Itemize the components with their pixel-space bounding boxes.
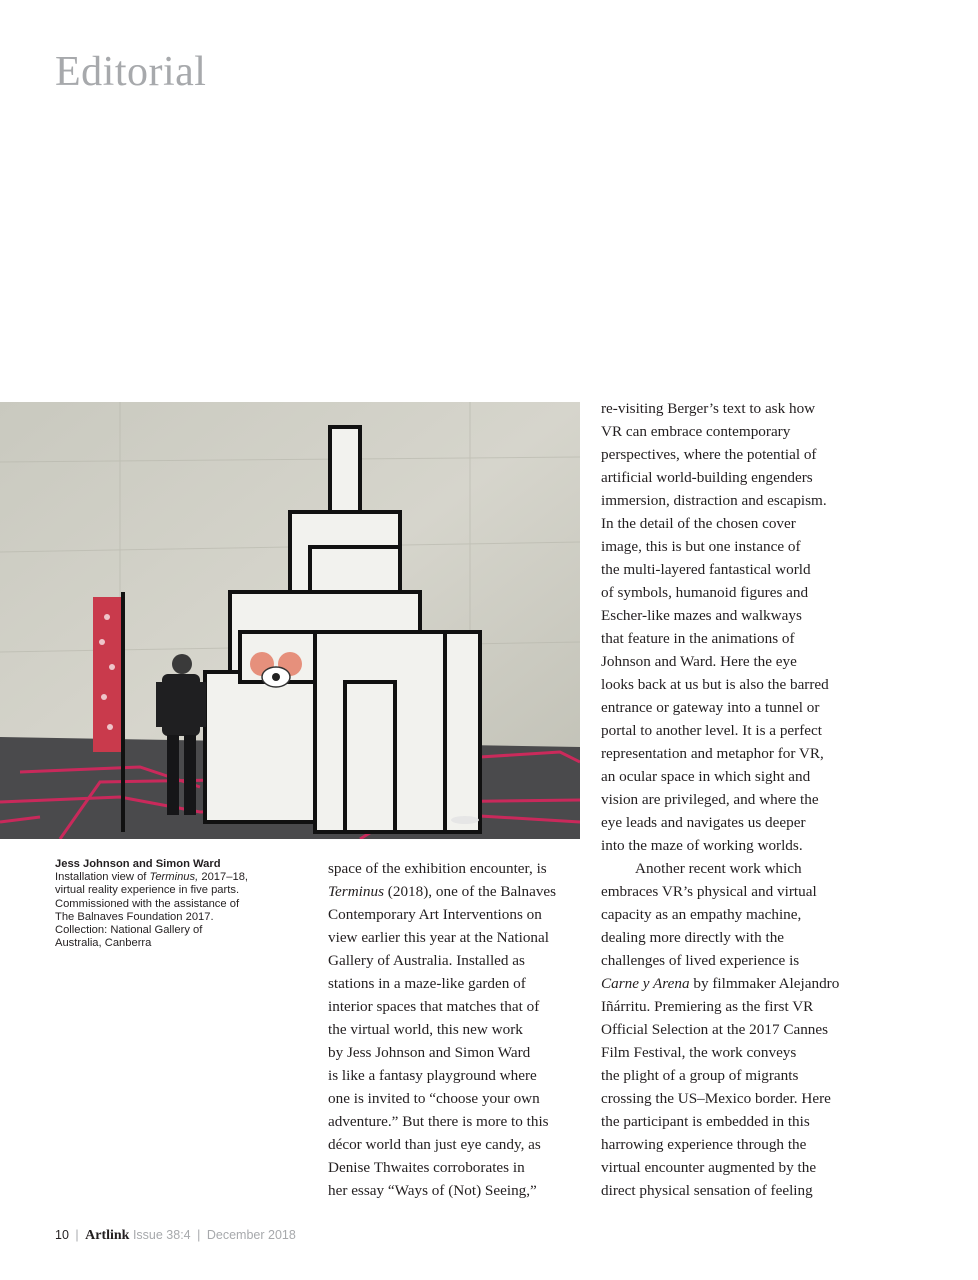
- footer-separator: |: [197, 1228, 201, 1242]
- text-line: adventure.” But there is more to this: [328, 1113, 549, 1130]
- magazine-name: Artlink: [85, 1228, 130, 1243]
- text-line: capacity as an empathy machine,: [601, 906, 802, 923]
- text-line: décor world than just eye candy, as: [328, 1136, 541, 1153]
- section-title: Editorial: [55, 49, 207, 95]
- text-line: an ocular space in which sight and: [601, 768, 811, 785]
- text-line: the participant is embedded in this: [601, 1113, 810, 1130]
- caption-line: The Balnaves Foundation 2017.: [55, 910, 214, 923]
- text-line: portal to another level. It is a perfect: [601, 722, 822, 739]
- text-line: vision are privileged, and where the: [601, 791, 819, 808]
- paragraph-start-line: Another recent work which: [635, 860, 802, 877]
- text-line: of symbols, humanoid figures and: [601, 584, 809, 601]
- caption-line: Installation view of Terminus, 2017–18,: [55, 871, 249, 884]
- text-line: harrowing experience through the: [601, 1136, 807, 1153]
- text-line: the multi-layered fantastical world: [601, 561, 811, 578]
- text-line: In the detail of the chosen cover: [601, 515, 796, 532]
- text-line: interior spaces that matches that of: [328, 998, 540, 1015]
- text-line: Escher-like mazes and walkways: [601, 607, 802, 624]
- footer-separator: |: [75, 1228, 79, 1242]
- text-line: Contemporary Art Interventions on: [328, 906, 542, 923]
- text-line: immersion, distraction and escapism.: [601, 492, 827, 509]
- text-line: Gallery of Australia. Installed as: [328, 952, 525, 969]
- middle-column: [328, 857, 556, 1202]
- photo-caption: [55, 858, 260, 950]
- caption-line: Australia, Canberra: [55, 937, 152, 950]
- text-line: her essay “Ways of (Not) Seeing,”: [328, 1182, 537, 1199]
- text-line: Film Festival, the work conveys: [601, 1044, 797, 1061]
- text-line: eye leads and navigates us deeper: [601, 814, 806, 831]
- text-line: the plight of a group of migrants: [601, 1067, 799, 1084]
- installation-photo: [0, 402, 580, 839]
- text-line: challenges of lived experience is: [601, 952, 800, 969]
- text-line: view earlier this year at the National: [328, 929, 549, 946]
- text-line: looks back at us but is also the barred: [601, 676, 829, 693]
- text-line: the virtual world, this new work: [328, 1021, 523, 1038]
- text-line: one is invited to “choose your own: [328, 1090, 540, 1107]
- text-line: VR can embrace contemporary: [601, 423, 791, 440]
- text-line: virtual encounter augmented by the: [601, 1159, 817, 1176]
- text-line: re-visiting Berger’s text to ask how: [601, 400, 816, 417]
- text-line: Iñárritu. Premiering as the first VR: [601, 998, 814, 1015]
- text-line: that feature in the animations of: [601, 630, 795, 647]
- caption-line: Commissioned with the assistance of: [55, 897, 240, 910]
- issue-number: Issue 38:4: [132, 1228, 191, 1242]
- text-line: Terminus (2018), one of the Balnaves: [328, 883, 557, 900]
- text-line: artificial world-building engenders: [601, 469, 813, 486]
- text-line: Johnson and Ward. Here the eye: [601, 653, 797, 670]
- right-column: [601, 397, 839, 1202]
- text-line: stations in a maze-like garden of: [328, 975, 526, 992]
- text-line: direct physical sensation of feeling: [601, 1182, 813, 1199]
- page-footer: [55, 1228, 296, 1244]
- text-line: Carne y Arena by filmmaker Alejandro: [601, 975, 840, 992]
- caption-title: Jess Johnson and Simon Ward: [55, 858, 221, 870]
- issue-date: December 2018: [206, 1228, 296, 1242]
- text-line: entrance or gateway into a tunnel or: [601, 699, 820, 716]
- text-line: representation and metaphor for VR,: [601, 745, 824, 762]
- text-line: into the maze of working worlds.: [601, 837, 803, 854]
- text-line: space of the exhibition encounter, is: [328, 860, 547, 877]
- text-line: image, this is but one instance of: [601, 538, 801, 555]
- caption-line: virtual reality experience in five parts.: [55, 884, 240, 897]
- text-line: by Jess Johnson and Simon Ward: [328, 1044, 531, 1061]
- text-line: perspectives, where the potential of: [601, 446, 817, 463]
- text-line: dealing more directly with the: [601, 929, 785, 946]
- page-number: 10: [55, 1228, 69, 1242]
- text-line: crossing the US–Mexico border. Here: [601, 1090, 831, 1107]
- text-line: Official Selection at the 2017 Cannes: [601, 1021, 829, 1038]
- text-line: embraces VR’s physical and virtual: [601, 883, 817, 900]
- caption-line: Collection: National Gallery of: [55, 924, 203, 937]
- text-line: is like a fantasy playground where: [328, 1067, 537, 1084]
- text-line: Denise Thwaites corroborates in: [328, 1159, 525, 1176]
